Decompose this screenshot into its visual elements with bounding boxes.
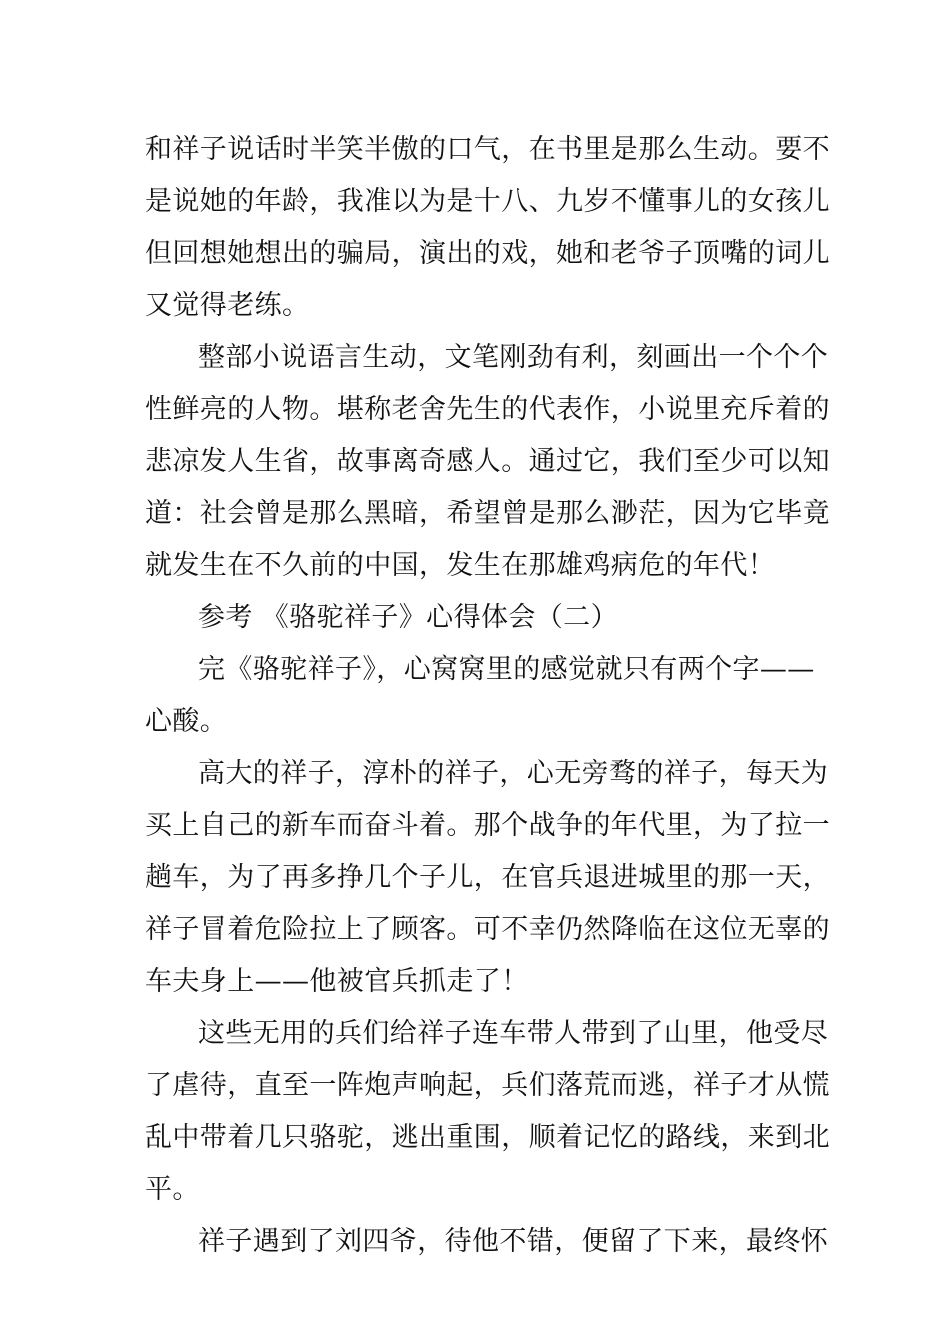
text-line: 乱中带着几只骆驼，逃出重围，顺着记忆的路线，来到北 bbox=[145, 1122, 830, 1153]
paragraph-first-line: 整部小说语言生动，文笔刚劲有利，刻画出一个个个 bbox=[198, 342, 829, 373]
text-line: 又觉得老练。 bbox=[145, 290, 310, 321]
section-heading: 参考 《骆驼祥子》心得体会（二） bbox=[198, 602, 618, 633]
text-line: 买上自己的新车而奋斗着。那个战争的年代里，为了拉一 bbox=[145, 810, 830, 841]
text-line: 祥子冒着危险拉上了顾客。可不幸仍然降临在这位无辜的 bbox=[145, 914, 830, 945]
text-line: 和祥子说话时半笑半傲的口气，在书里是那么生动。要不 bbox=[145, 134, 830, 165]
text-line: 但回想她想出的骗局，演出的戏，她和老爷子顶嘴的词儿 bbox=[145, 238, 830, 269]
text-line: 了虐待，直至一阵炮声响起，兵们落荒而逃，祥子才从慌 bbox=[145, 1070, 830, 1101]
text-line: 平。 bbox=[145, 1174, 200, 1205]
text-line: 心酸。 bbox=[145, 706, 228, 737]
paragraph-first-line: 祥子遇到了刘四爷，待他不错，便留了下来，最终怀 bbox=[198, 1226, 829, 1257]
text-line: 悲凉发人生省，故事离奇感人。通过它，我们至少可以知 bbox=[145, 446, 830, 477]
text-line: 趟车，为了再多挣几个子儿，在官兵退进城里的那一天， bbox=[145, 862, 830, 893]
text-line: 性鲜亮的人物。堪称老舍先生的代表作，小说里充斥着的 bbox=[145, 394, 830, 425]
text-line: 车夫身上——他被官兵抓走了！ bbox=[145, 966, 529, 997]
paragraph-first-line: 这些无用的兵们给祥子连车带人带到了山里，他受尽 bbox=[198, 1018, 829, 1049]
text-line: 道：社会曾是那么黑暗，希望曾是那么渺茫，因为它毕竟 bbox=[145, 498, 830, 529]
paragraph-first-line: 完《骆驼祥子》，心窝窝里的感觉就只有两个字—— bbox=[198, 654, 815, 685]
text-line: 就发生在不久前的中国，发生在那雄鸡病危的年代！ bbox=[145, 550, 776, 581]
paragraph-first-line: 高大的祥子，淳朴的祥子，心无旁骛的祥子，每天为 bbox=[198, 758, 829, 789]
text-line: 是说她的年龄，我准以为是十八、九岁不懂事儿的女孩儿 bbox=[145, 186, 830, 217]
